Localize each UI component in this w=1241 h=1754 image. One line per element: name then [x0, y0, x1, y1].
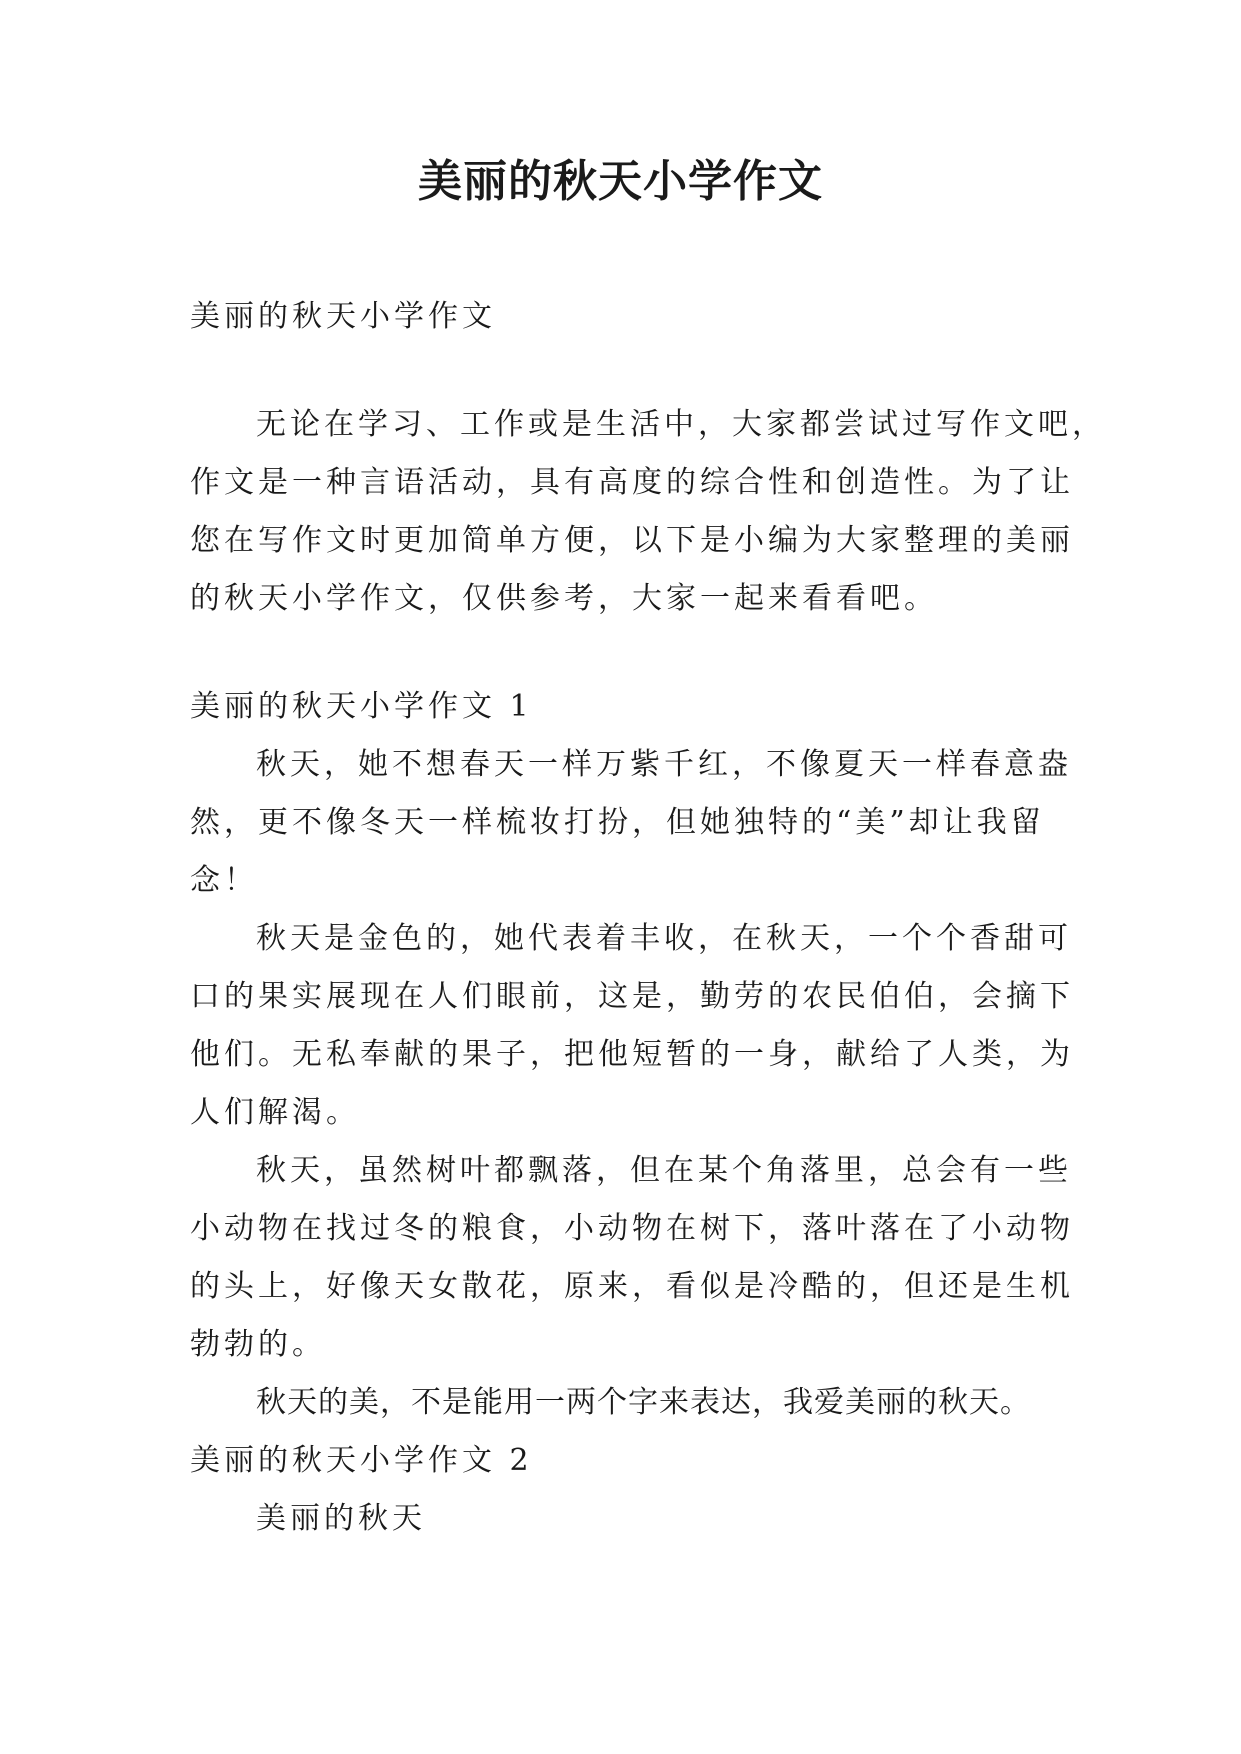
essay1-paragraph-3: [190, 1142, 1074, 1374]
intro-paragraph: [190, 396, 1106, 628]
essay1-heading: 美丽的秋天小学作文 1: [190, 689, 533, 724]
paragraph-line: 口的果实展现在人们眼前，这是，勤劳的农民伯伯，会摘下: [190, 979, 1074, 1014]
paragraph-line: 秋天，虽然树叶都飘落，但在某个角落里，总会有一些: [256, 1153, 1072, 1188]
intro-line: 的秋天小学作文，仅供参考，大家一起来看看吧。: [190, 581, 938, 616]
paragraph-line: 人们解渴。: [190, 1095, 360, 1130]
paragraph-line: 秋天，她不想春天一样万紫千红，不像夏天一样春意盎: [256, 747, 1072, 782]
essay2-subtitle: 美丽的秋天: [256, 1501, 426, 1536]
spacer: [190, 628, 1056, 678]
section-subtitle: 美丽的秋天小学作文: [190, 299, 496, 334]
paragraph-line: 念！: [190, 863, 258, 898]
intro-line: 作文是一种言语活动，具有高度的综合性和创造性。为了让: [190, 465, 1074, 500]
paragraph-line: 秋天是金色的，她代表着丰收，在秋天，一个个香甜可: [256, 921, 1072, 956]
document-body: [190, 288, 1106, 1548]
paragraph-line: 然，更不像冬天一样梳妆打扮，但她独特的“美”却让我留: [190, 805, 1045, 840]
paragraph-line: 他们。无私奉献的果子，把他短暂的一身，献给了人类，为: [190, 1037, 1074, 1072]
essay1-paragraph-4: 秋天的美，不是能用一两个字来表达，我爱美丽的秋天。: [256, 1385, 1031, 1420]
paragraph-line: 小动物在找过冬的粮食，小动物在树下，落叶落在了小动物: [190, 1211, 1074, 1246]
essay2-heading: 美丽的秋天小学作文 2: [190, 1443, 533, 1478]
document-title: 美丽的秋天小学作文: [418, 156, 823, 207]
essay1-paragraph-1: [190, 736, 1072, 910]
intro-line: 您在写作文时更加简单方便，以下是小编为大家整理的美丽: [190, 523, 1074, 558]
essay1-paragraph-2: [190, 910, 1074, 1142]
paragraph-line: 勃勃的。: [190, 1327, 326, 1362]
intro-line: 无论在学习、工作或是生活中，大家都尝试过写作文吧，: [256, 407, 1106, 442]
paragraph-line: 的头上，好像天女散花，原来，看似是冷酷的，但还是生机: [190, 1269, 1074, 1304]
spacer: [190, 346, 1056, 396]
